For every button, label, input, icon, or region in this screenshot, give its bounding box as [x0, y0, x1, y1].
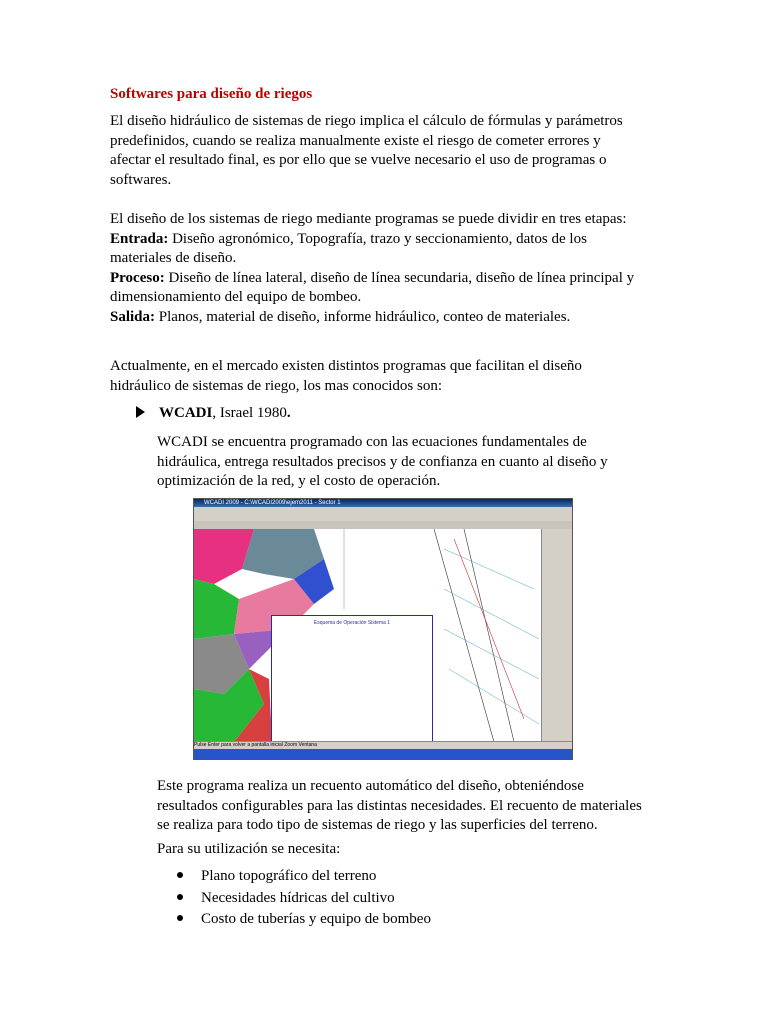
- market-line: Actualmente, en el mercado existen distintos programas que facilitan el diseño: [110, 358, 582, 374]
- stage-proceso: Proceso: Diseño de línea lateral, diseño de línea secundaria, diseño de línea principal y: [110, 269, 635, 286]
- stages-paragraph: [110, 210, 670, 327]
- intro-line: afectar el resultado final, es por ello que se vuelve necesario el uso de programas o: [110, 152, 607, 168]
- wcadi-after-paragraph: [157, 777, 657, 836]
- operation-table: [271, 615, 433, 744]
- market-paragraph: [110, 357, 670, 396]
- arrow-bullet-icon: [136, 406, 145, 418]
- wcadi-desc-line: WCADI se encuentra programado con las ecuaciones fundamentales de: [157, 434, 587, 450]
- stage-entrada: Entrada: Diseño agronómico, Topografía, trazo y seccionamiento, datos de los: [110, 230, 587, 247]
- intro-line: El diseño hidráulico de sistemas de riego implica el cálculo de fórmulas y parámetros: [110, 113, 623, 129]
- stage-proceso-cont: dimensionamiento del equipo de bombeo.: [110, 289, 362, 305]
- list-item: Costo de tuberías y equipo de bombeo: [157, 909, 431, 931]
- requirements-lead-text: Para su utilización se necesita:: [157, 841, 341, 857]
- stage-entrada-cont: materiales de diseño.: [110, 250, 237, 266]
- market-line: hidráulico de sistemas de riego, los mas conocidos son:: [110, 377, 443, 394]
- wcadi-desc-line: optimización de la red, y el costo de operación.: [157, 473, 441, 489]
- intro-paragraph: [110, 112, 670, 190]
- wcadi-description: [157, 433, 657, 492]
- stage-salida: Salida: Planos, material de diseño, informe hidráulico, conteo de materiales.: [110, 308, 571, 325]
- requirements-lead: [157, 840, 657, 860]
- wcadi-heading: WCADI, Israel 1980.: [136, 404, 696, 424]
- wcadi-after-line: Este programa realiza un recuento automático del diseño, obteniéndose: [157, 778, 584, 794]
- stages-lead: El diseño de los sistemas de riego mediante programas se puede dividir en tres etapas:: [110, 211, 627, 227]
- requirements-list: [157, 866, 431, 931]
- bullet-icon: [177, 894, 183, 900]
- section-title: Softwares para diseño de riegos: [110, 86, 313, 102]
- wcadi-screenshot: [193, 498, 573, 760]
- screenshot-menu-bar: [194, 507, 572, 521]
- operation-table-title: Esquema de Operación Sistema 1: [313, 620, 391, 626]
- screenshot-title-bar: WCADI 2009 - C:\WCADI2009\ejem2011 - Sector 1: [194, 499, 572, 507]
- wcadi-desc-line: hidráulica, entrega resultados precisos y de confianza en cuanto al diseño y: [157, 453, 608, 470]
- screenshot-tool-panel: [541, 529, 572, 742]
- intro-line: predefinidos, cuando se realiza manualmente existe el riesgo de cometer errores y: [110, 132, 601, 149]
- list-item: Plano topográfico del terreno: [157, 866, 431, 888]
- wcadi-after-line: se realiza para todo tipo de sistemas de riego y las superficies del terreno.: [157, 817, 598, 833]
- screenshot-status-bar: Pulse Enter para volver a pantalla inicial Zoom Ventana: [194, 741, 572, 749]
- list-item: Necesidades hídricas del cultivo: [157, 888, 431, 910]
- bullet-icon: [177, 915, 183, 921]
- intro-line: softwares.: [110, 171, 172, 188]
- bullet-icon: [177, 872, 183, 878]
- wcadi-after-line: resultados configurables para las distintas necesidades. El recuento de materiales: [157, 797, 642, 814]
- screenshot-taskbar: [194, 749, 572, 759]
